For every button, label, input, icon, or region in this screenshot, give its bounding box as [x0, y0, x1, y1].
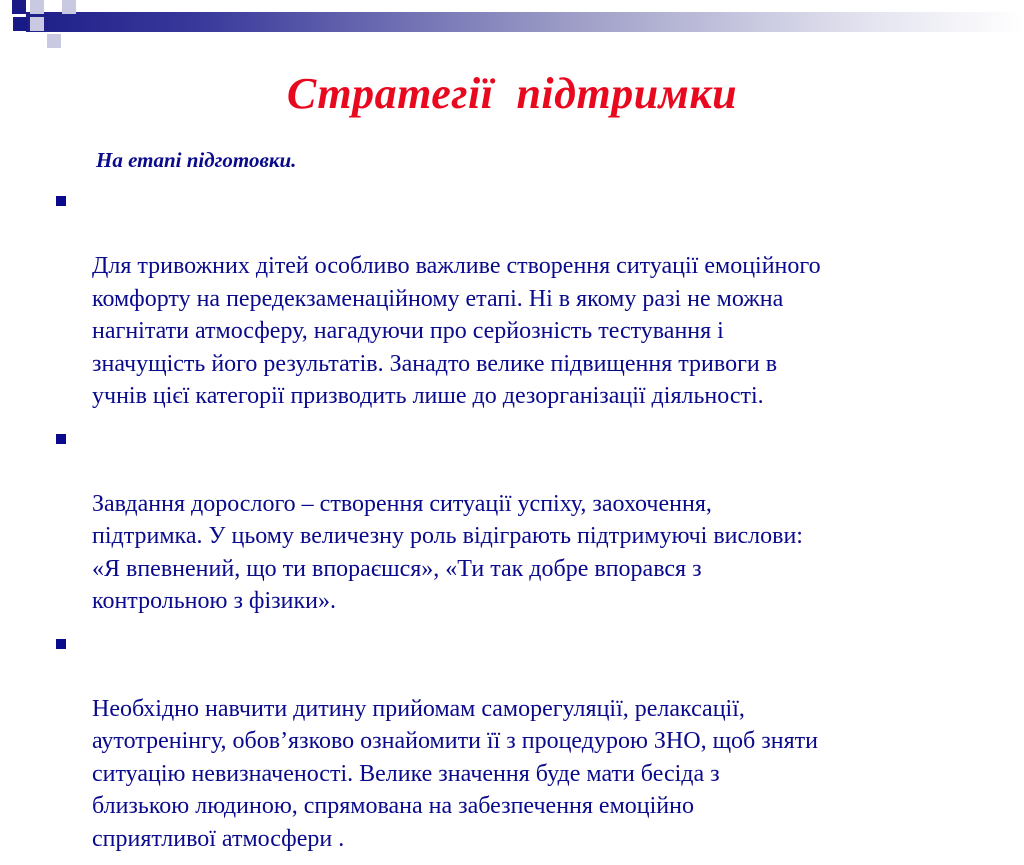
square-bullet-icon: [56, 434, 66, 444]
bullet-text: Необхідно навчити дитину прийомам саморегуляції, релаксації, аутотренінгу, обов’язково ознайомити її з процедурою ЗНО, щоб зняти ситуацію невизначеності. Велике значення буде мати бесіда з близькою людиною, спрямована на забезпечення емоційно сприятливої атмосфери .: [92, 695, 818, 852]
header-square-dark: [12, 0, 26, 14]
bullet-item: [56, 185, 976, 413]
bullet-list: [56, 185, 976, 865]
square-bullet-icon: [56, 639, 66, 649]
header-square-light: [30, 17, 44, 31]
square-bullet-icon: [56, 196, 66, 206]
bullet-item: [56, 423, 976, 618]
header-square-blank: [30, 34, 44, 48]
header-square-light: [62, 0, 76, 14]
header-gradient-bar: [0, 12, 1024, 32]
header-square-dark: [13, 17, 27, 31]
slide-title: Стратегії підтримки: [286, 69, 738, 118]
bullet-text: Завдання дорослого – створення ситуації успіху, заохочення, підтримка. У цьому величезну роль відіграють підтримуючі вислови: «Я впевнений, що ти впораєшся», «Ти так добре впорався з контрольною з фізики».: [92, 490, 803, 614]
bullet-item: [56, 628, 976, 856]
bullet-text: Для тривожних дітей особливо важливе створення ситуації емоційного комфорту на передекзаменаційному етапі. Ні в якому разі не можна нагнітати атмосферу, нагадуючи про серйозність тестування і значущість його результатів. Занадто велике підвищення тривоги в учнів цієї категорії призводить лише до дезорганізації діяльності.: [92, 253, 821, 409]
header-square-light: [47, 34, 61, 48]
slide-subheading: На етапі підготовки.: [96, 148, 297, 172]
header-square-light: [30, 0, 44, 14]
